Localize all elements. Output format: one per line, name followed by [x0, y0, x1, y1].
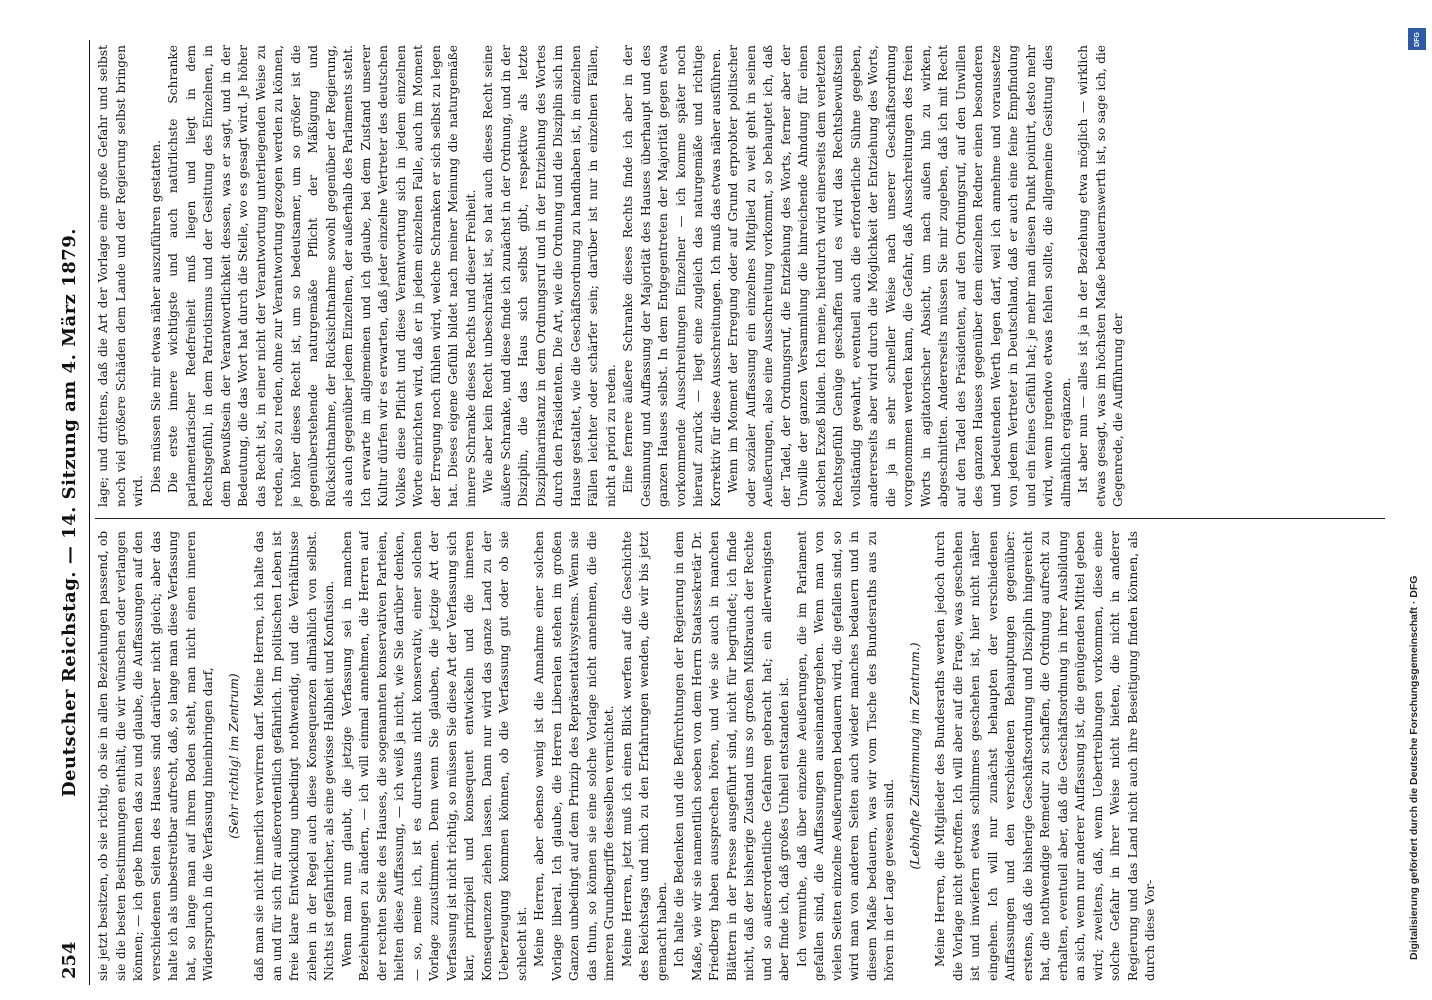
paragraph: Meine Herren, aber ebenso wenig ist die Annahme einer solchen Vorlage liberal. Ich glaube, die Herren Liberalen stehen im großen Ganzen unbedingt auf dem Prinzip des Repräsentativsystems. Wenn sie das thun, so können sie eine solche Vorlage nicht annehmen, die die inneren Grundbegriffe desselben vernichtet. — [532, 531, 616, 981]
running-title: Deutscher Reichstag. — 14. Sitzung am 4. März 1879. — [59, 227, 80, 798]
paragraph: Ich halte die Bedenken und die Befürchtungen der Regierung in dem Maße, wie wir sie namentlich soeben von dem Herrn Staatssekretär Dr. Friedberg haben aussprechen hören, und wie sie auch in manchen Blättern in der Presse ausgeführt sind, nicht für begründet; ich finde nicht, daß der bisherige Zustand uns so großen Mißbrauch der Rechte und so außerordentliche Gefahren gebracht hat; ein allerwenigsten aber finde ich, daß großes Unheil entstanden ist. — [672, 531, 791, 981]
paragraph: Wenn im Moment der Erregung oder auf Grund erprobter politischer oder sozialer Auffassung ein einzelnes Mitglied zu weit geht in seinen Aeußerungen, also eine Ausschreitung vorkommt, so behauptet ich, daß der Tadel, der Ordnungsruf, die Entziehung des Worts, ferner aber der Unwille der ganzen Versammlung die hinreichende Ahndung für einen solchen Exzeß bilden. Ich meine, hierdurch wird einerseits dem verletzten Rechtsgefühl Genüge geschaffen und es wird das Rechtsbewußtsein vollständig gewahrt, eventuell auch die erforderliche Sühne gegeben, andererseits aber wird durch die Möglichkeit der Entziehung des Worts, die ja in sehr schneller Weise nach unserer Geschäftsordnung vorgenommen werden kann, die Gefahr, daß Ausschreitungen des freien Worts in agitatorischer Absicht, um nach außen hin zu wirken, abgeschnitten. Andererseits müssen Sie mir zugeben, daß ich mit Recht auf den Tadel des Präsidenten, auf den Ordnungsruf, auf den Unwillen des ganzen Hauses gegenüber dem einzelnen Redner einen besonderen und bedeutenden Werth legen darf, weil ich annehme und voraussetze von jedem Vertreter in Deutschland, daß er auch eine feine Empfindung und ein feines Gefühl hat; je mehr man diesen Punkt pointirt, desto mehr wird, wenn irgendwo etwas fehlen sollte, die allgemeine Gesittung dies allmählich ergänzen. — [726, 45, 1073, 507]
paragraph: daß man sie nicht innerlich verwirren darf. Meine Herren, ich halte das an und für sich für außerordentlich gefährlich. Im politischen Leben ist freie klare Entwicklung unbedingt nothwendig, und die Verhältnisse ziehen in der Regel auch diese Konsequenzen allmählich von selbst. Nichts ist gefährlicher, als eine gewisse Halbheit und Konfusion. — [252, 531, 336, 981]
rotated-content — [55, 40, 1400, 985]
column-right — [95, 45, 1385, 507]
paragraph: Die erste innere wichtigste und auch natürlichste Schranke parlamentarischer Redefreiheit muß liegen und liegt in dem Rechtsgefühl, in dem Patriotismus und der Gesittung des Einzelnen, in dem Bewußtsein der Verantwortlichkeit dessen, was er sagt, und in der Bedeutung, die das Wort hat durch die Stelle, wo es gesagt wird. Je höher das Recht ist, in einer nicht der Verantwortung unterliegenden Weise zu reden, also zu reden, ohne zur Verantwortung gezogen werden zu können, je höher dieses Recht ist, um so bedeutsamer, um so größer ist die gegenüberstehende naturgemäße Pflicht der Mäßigung und Rücksichtnahme, der Rücksichtnahme sowohl gegenüber der Regierung, als auch gegenüber jedem Einzelnen, der außerhalb des Parlaments steht. Ich erwarte im allgemeinen und ich glaube, bei dem Zustand unserer Kultur dürfen wir es erwarten, daß jeder einzelne Vertreter des deutschen Volkes diese Pflicht und diese Verantwortung sich in jedem einzelnen Worte einrichten wird, daß er in jedem einzelnen Falle, auch im Moment der Erregung noch fühlen wird, welche Schranken er sich selbst zu legen hat. Dieses eigene Gefühl bildet nach meiner Meinung die naturgemäße innere Schranke dieses Rechts und dieser Freiheit. — [166, 45, 478, 507]
paragraph: Ich vermuthe, daß über einzelne Aeußerungen, die im Parlament gefallen sind, die Auffassungen auseinandergehen. Wenn man von vielen Seiten einzelne Aeußerungen bedauern wird, die gefallen sind, so wird man von anderen Seiten auch wieder manches bedauern und in diesem Maße bedauern, was wir vom Tische des Bundesraths aus zu hören in der Lage gewesen sind. — [794, 531, 896, 981]
digitization-note: Digitalisierung gefördert durch die Deutsche Forschungsgemeinschaft · DFG — [1408, 575, 1420, 960]
page-header — [55, 40, 90, 985]
paragraph: Meine Herren, die Mitglieder des Bundesraths werden jedoch durch die Vorlage nicht getroffen. Ich will aber auf die Frage, was geschehen ist und inwiefern etwas schlimmes geschehen ist, hier nicht näher eingehen. Ich will nur zunächst behaupten der verschiedenen Auffassungen und den verschiedenen Behauptungen gegenüber: erstens, daß die bisherige Geschäftsordnung und Disziplin hingereicht hat, die nothwendige Remedur zu schaffen, die Ordnung aufrecht zu erhalten, eventuell aber, daß die Geschäftsordnung in ihrer Ausbildung an sich, wenn nur anderer Auffassung ist, die genügenden Mittel geben wird; zweitens, daß, wenn Uebertreibungen vorkommen, diese eine solche Gefahr in ihrer Weise nicht bieten, die nicht in anderer Regierung und das Land nicht auch ihre Beseitigung finden können, als durch diese Vor- — [933, 531, 1157, 981]
paragraph: Meine Herren, jetzt muß ich einen Blick werfen auf die Geschichte des Reichstags und mich zu den Erfahrungen wenden, die wir bis jetzt gemacht haben. — [619, 531, 669, 981]
page-number: 254 — [59, 941, 80, 979]
paragraph: Eine fernere äußere Schranke dieses Rechts finde ich aber in der Gesinnung und Auffassung der Majorität des Hauses überhaupt und des ganzen Hauses selbst. In dem Entgegentreten der Majorität gegen etwa vorkommende Ausschreitungen Einzelner — ich komme später noch hierauf zurück — liegt eine zugleich das naturgemäße und richtige Korrektiv für diese Ausschreitungen. Ich muß das etwas näher ausführen. — [621, 45, 723, 507]
column-left — [95, 531, 1385, 981]
paragraph: lage; und drittens, daß die Art der Vorlage eine große Gefahr und selbst noch viel größere Schäden dem Lande und der Regierung selbst bringen wird. — [96, 45, 145, 507]
paragraph: sie jetzt besitzen, ob sie richtig, ob sie in allen Beziehungen passend, ob sie die besten Bestimmungen enthält, die wir wünschen oder verlangen können; — ich gebe Ihnen das zu und glaube, die Auffassungen auf den verschiedenen Seiten des Hauses sind darüber nicht gleich; aber das halte ich als unbestreitbar aufrecht, daß, so lange man diese Verfassung hat, so lange man auf ihrem Boden steht, man nicht einen inneren Widerspruch in die Verfassung hineinbringen darf, — [96, 531, 215, 981]
paragraph: Ist aber nun — alles ist ja in der Beziehung etwa möglich — wirklich etwas gesagt, was im höchsten Maße bedauernswerth ist, so sage ich, die Gegenrede, die Aufführung der — [1076, 45, 1125, 507]
paragraph: Wie aber kein Recht unbeschränkt ist, so hat auch dieses Recht seine äußere Schranke, und diese finde ich zunächst in der Ordnung, und in der Disziplin, die das Haus sich selbst gibt, respektive als letzte Disziplinarinstanz in dem Ordnungsruf und in der Entziehung des Wortes durch den Präsidenten. Die Art, wie die Ordnung und die Disziplin sich im Hause gestaltet, wie die Geschäftsordnung zu handhaben ist, in einzelnen Fällen leichter oder schärfer sein; darüber ist nur in einzelnen Fällen, nicht a priori zu reden. — [481, 45, 618, 507]
interjection: (Sehr richtig! im Zentrum) — [226, 673, 241, 839]
text-columns — [95, 40, 1395, 985]
paragraph: Wenn man nun glaubt, die jetzige Verfassung sei in manchen Beziehungen zu ändern, — ich will einmal annehmen, die Herren auf der rechten Seite des Hauses, die sogenannten konservativen Parteien, hielten diese Auffassung, — ich weiß ja nicht, wie Sie darüber denken, — so, meine ich, ist es durchaus nicht konservativ, einer solchen Vorlage zuzustimmen. Denn wenn Sie glauben, die jetzige Art der Verfassung ist nicht richtig, so müssen Sie diese Art der Verfassung sich klar, prinzipiell und konsequent entwickeln und die inneren Konsequenzen ziehen lassen. Dann nur wird das ganze Land zu der Ueberzeugung kommen können, ob die Verfassung gut oder ob sie schlecht ist. — [339, 531, 529, 981]
interjection: (Lebhafte Zustimmung im Zentrum.) — [907, 642, 922, 870]
dfg-logo-text: DFG — [1413, 31, 1421, 47]
paragraph: Dies müssen Sie mir etwas näher auszuführen gestatten. — [148, 140, 163, 493]
